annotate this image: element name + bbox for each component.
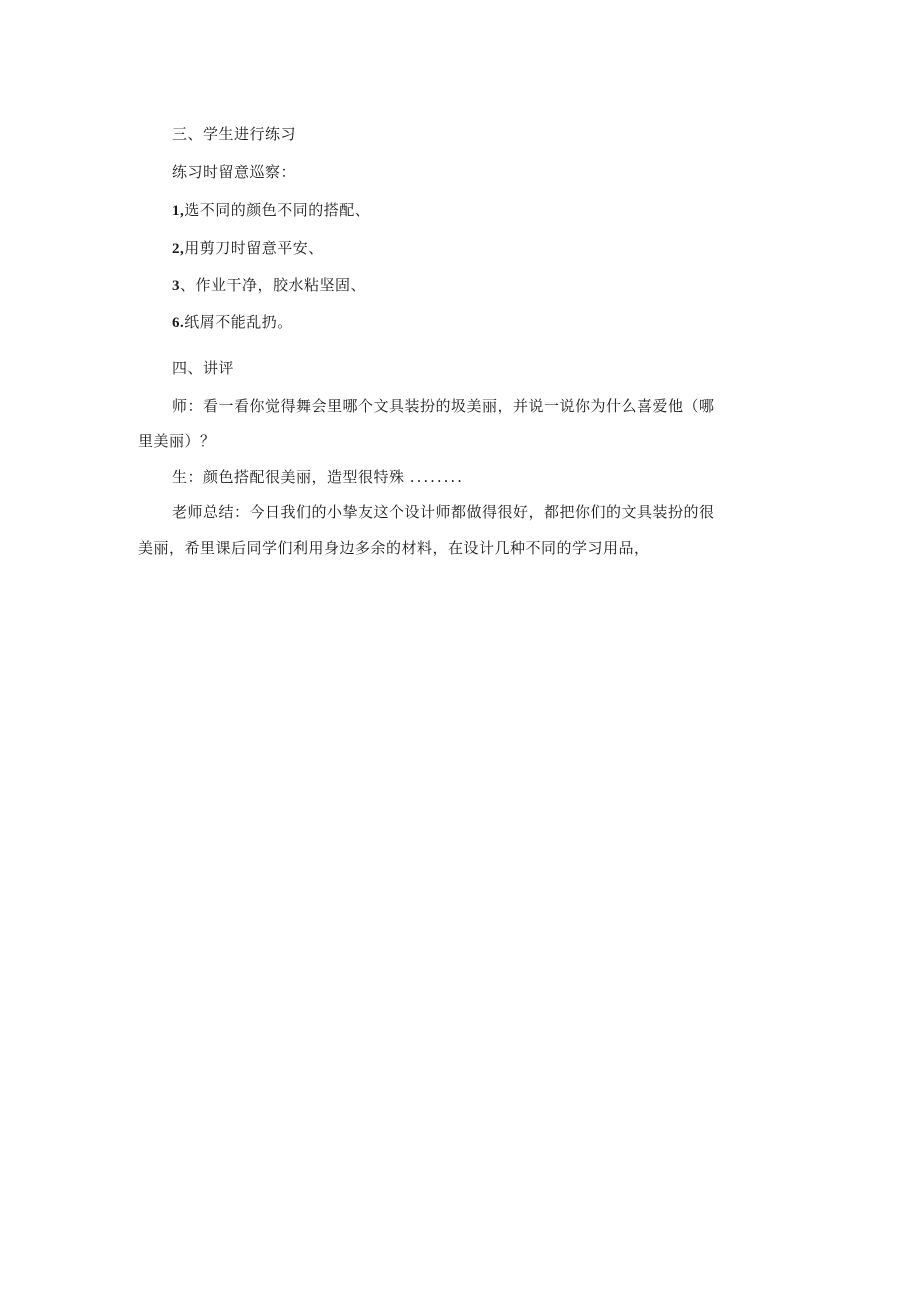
- list-item-text: 纸屑不能乱扔。: [184, 313, 293, 331]
- list-item-number: 6.: [172, 315, 185, 331]
- section-4-heading: 四、讲评: [172, 359, 235, 377]
- list-item-text: 选不同的颜色不同的搭配、: [184, 201, 371, 219]
- list-item-text: 用剪刀时留意平安、: [184, 239, 324, 257]
- ellipsis-dots: ........: [409, 468, 464, 486]
- list-item-number: 2,: [172, 241, 185, 257]
- list-item: [172, 200, 370, 221]
- list-item-number: 1,: [172, 203, 185, 219]
- section-3-heading: 三、学生进行练习: [172, 125, 297, 143]
- teacher-question-line-1: 师：看一看你觉得舞会里哪个文具装扮的圾美丽，并说一说你为什么喜爱他（哪: [172, 397, 715, 415]
- list-item-number: 3: [172, 278, 180, 294]
- student-answer: [172, 467, 464, 487]
- list-item: [172, 275, 366, 296]
- teacher-summary-line-1: 老师总结：今日我们的小挚友这个设计师都做得很好，都把你们的文具装扮的很: [172, 503, 715, 521]
- teacher-summary-line-2: 美丽，希里课后同学们利用身边多余的材料，在设计几种不同的学习用品，: [138, 539, 650, 557]
- practice-intro: 练习时留意巡察：: [172, 163, 297, 181]
- list-item: [172, 238, 324, 259]
- list-item: [172, 312, 293, 333]
- teacher-question-line-2: 里美丽）？: [138, 432, 216, 450]
- student-answer-text: 生：颜色搭配很美丽，造型很特殊: [172, 468, 405, 486]
- list-item-text: 、作业干净，胶水粘坚固、: [180, 276, 367, 294]
